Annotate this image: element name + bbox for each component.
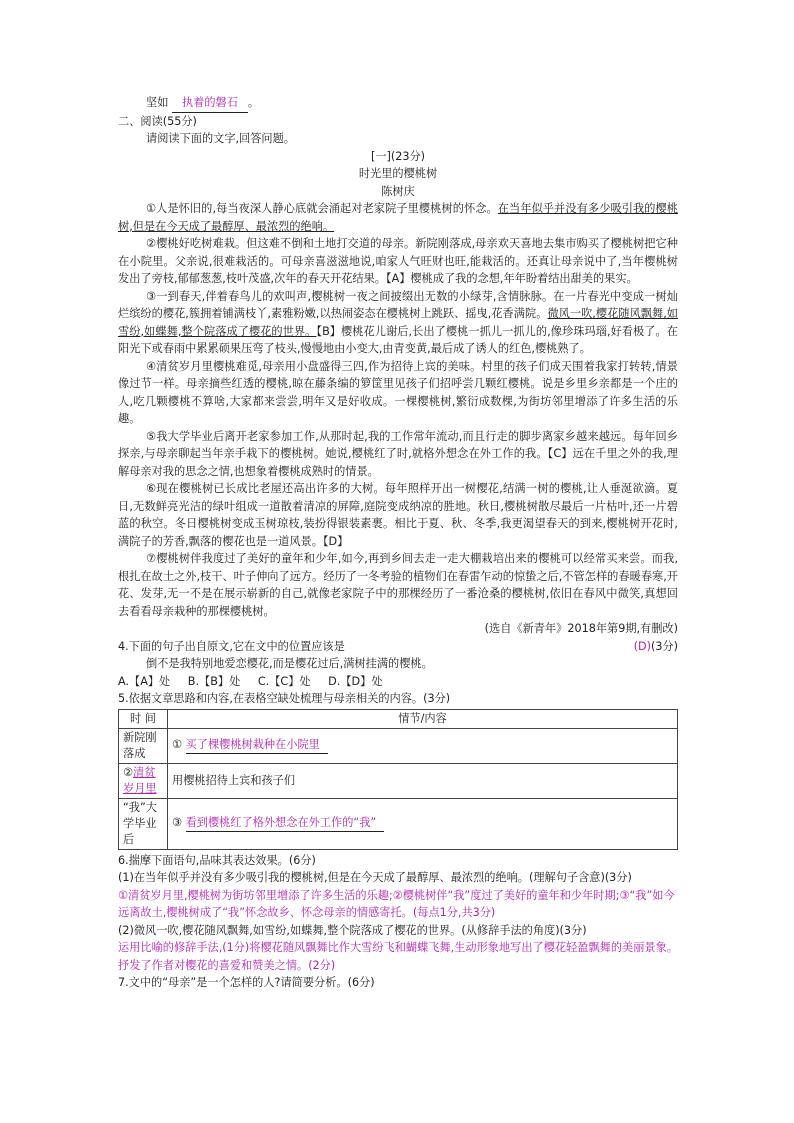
underlined-sentence-1: 在当年似乎并没有多少吸引我的樱桃树,但是在今天成了最醇厚、最浓烈的绝响。: [118, 202, 678, 233]
article-part: [一](23分): [370, 149, 426, 163]
q4-option-d[interactable]: D.【D】处: [328, 674, 383, 688]
row1-time: 新院刚落成: [119, 728, 168, 763]
q6-answer-2: 运用比喻的修辞手法,(1分)将樱花随风飘舞比作大雪纷飞和蝴蝶飞舞,生动形象地写出了樱花轻盈飘舞的美丽景象。抒发了作者对樱花的喜爱和赞美之情。(2分): [118, 941, 678, 972]
paragraph-4: ④清贫岁月里樱桃难觅,母亲用小盘盛得三四,作为招待上宾的美味。村里的孩子们成天围着我家打转转,情景像过节一样。母亲摘些红透的樱桃,晾在藤条编的箩筐里见孩子们招呼尝几颗红樱桃。说是乡里乡亲都是一个庄的人,吃几颗樱桃不算啥,大家都来尝尝,明年又是好收成。一棵樱桃树,繁衍成数棵,为街坊邻里增添了许多生活的乐趣。: [118, 359, 678, 425]
q4-option-b[interactable]: B.【B】处: [187, 674, 241, 688]
row3-time: “我”大学毕业后: [119, 798, 168, 849]
row3-content-cell[interactable]: ③ 看到樱桃红了格外想念在外工作的“我”: [168, 798, 678, 849]
row2-time-cell[interactable]: ②清贫岁月里: [119, 763, 168, 798]
exam-page: [118, 94, 678, 992]
row2-answer: 清贫岁月里: [123, 765, 157, 795]
fill-answer-blank[interactable]: [172, 94, 248, 113]
question-5-stem: 5.依据文章思路和内容,在表格空缺处梳理与母亲相关的内容。(3分): [118, 692, 451, 705]
section-heading: 二、阅读(55分): [118, 114, 197, 128]
article-title: 时光里的樱桃树: [358, 167, 438, 180]
table-row: [119, 763, 678, 798]
row3-answer: 看到樱桃红了格外想念在外工作的“我”: [186, 815, 385, 832]
section-instruction: 请阅读下面的文字,回答问题。: [146, 132, 295, 145]
q4-answer: (D): [633, 639, 651, 653]
q4-sentence: 倒不是我特别地爱恋樱花,而是樱花过后,满树挂满的樱桃。: [146, 657, 433, 670]
question-6-stem: 6.揣摩下面语句,品味其表达效果。(6分): [118, 853, 316, 867]
paragraph-1: ①人是怀旧的,每当夜深人静心底就会涌起对老家院子里樱桃树的怀念。在当年似乎并没有多少吸引我的樱桃树,但是在今天成了最醇厚、最浓烈的绝响。: [118, 202, 678, 233]
fill-blank-line: [118, 94, 678, 113]
fill-prefix: 坚如: [146, 96, 169, 109]
question-7-stem: 7.文中的“母亲”是一个怎样的人?请简要分析。(6分): [118, 976, 375, 989]
fill-answer: 执着的磐石: [181, 96, 238, 109]
paragraph-3: ③一到春天,伴着春鸟儿的欢叫声,樱桃树一夜之间披缀出无数的小绿芽,含情脉脉。在一片春光中变成一树灿烂缤纷的樱花,簇拥着铺满枝丫,素雅粉嫩,以热闹姿态在樱桃树上跳跃、摇曳,花香满院。微风一吹,樱花随风飘舞,如雪纷,如蝶舞,整个院落成了樱花的世界。【B】樱桃花儿谢后,长出了樱桃一抓儿一抓儿的,像珍珠玛瑙,好看极了。在阳光下或春雨中累累硕果压弯了枝头,慢慢地由小变大,由青变黄,最后成了诱人的红色,樱桃熟了。: [118, 289, 678, 355]
underlined-sentence-2: 微风一吹,樱花随风飘舞,如雪纷,如蝶舞,整个院落成了樱花的世界。: [118, 307, 678, 338]
table-row: [119, 728, 678, 763]
fill-suffix: 。: [247, 96, 260, 109]
q6-sub2: (2)微风一吹,樱花随风飘舞,如雪纷,如蝶舞,整个院落成了樱花的世界。(从修辞手法的角度)(3分): [118, 923, 587, 937]
header-time: 时 间: [119, 709, 168, 728]
paragraph-7: ⑦樱桃树伴我度过了美好的童年和少年,如今,再到乡间去走一走大棚栽培出来的樱桃可以经常买来尝。而我,根扎在故土之外,枝干、叶子伸向了远方。经历了一冬考验的植物们在春雷乍动的惊蛰之后,不管怎样的春暖春寒,开花、发芽,无一不是在展示崭新的自己,就像老家院子中的那棵经历了一番沧桑的樱桃树,依旧在春风中微笑,真想回去看看母亲栽种的那棵樱桃树。: [118, 552, 678, 618]
q6-answer-1: ①清贫岁月里,樱桃树为街坊邻里增添了许多生活的乐趣;②樱桃树伴“我”度过了美好的童年和少年时期;③“我”如今远离故土,樱桃树成了“我”怀念故乡、怀念母亲的情感寄托。(每点1分,共3分): [118, 888, 675, 919]
article-author: 陈树庆: [381, 184, 415, 198]
row2-content: 用樱桃招待上宾和孩子们: [168, 763, 678, 798]
paragraph-2: ②樱桃好吃树难栽。但这难不倒和土地打交道的母亲。新院刚落成,母亲欢天喜地去集市购买了樱桃树把它种在小院里。父亲说,很难栽活的。可母亲喜滋滋地说,咱家人气旺财也旺,能栽活的。还真让母亲说中了,当年樱桃树发出了旁枝,郁郁葱葱,枝叶茂盛,次年的春天开花结果。【A】樱桃成了我的念想,年年盼着结出甜美的果实。: [118, 237, 678, 285]
paragraph-5: ⑤我大学毕业后离开老家参加工作,从那时起,我的工作常年流动,而且行走的脚步离家乡越来越远。每年回乡探亲,与母亲聊起当年亲手栽下的樱桃树。她说,樱桃红了时,就格外想念在外工作的我。【C】远在千里之外的我,理解母亲对我的思念之情,也想象着樱桃成熟时的情景。: [118, 429, 678, 478]
header-content: 情节/内容: [168, 709, 678, 728]
q5-table: [118, 709, 678, 850]
q4-option-a[interactable]: A.【A】处: [118, 674, 171, 688]
table-row: [119, 798, 678, 849]
row1-content-cell[interactable]: ① 买了棵樱桃树栽种在小院里: [168, 728, 678, 763]
paragraph-6: ⑥现在樱桃树已长成比老屋还高出许多的大树。每年照样开出一树樱花,结满一树的樱桃,让人垂涎欲滴。夏日,无数鲜亮光洁的绿叶组成一道散着清凉的屏障,庭院变成纳凉的胜地。秋日,樱桃树散尽最后一片枯叶,还一片碧蓝的秋空。冬日樱桃树变成玉树琼枝,装扮得银装素裹。相比于夏、秋、冬季,我更渴望春天的到来,樱桃树开花时,满院子的芳香,飘落的樱花也是一道风景。【D】: [118, 482, 678, 548]
q4-options: [118, 673, 678, 691]
q6-sub1: (1)在当年似乎并没有多少吸引我的樱桃树,但是在今天成了最醇厚、最浓烈的绝响。(理解句子含意)(3分): [118, 871, 632, 884]
question-4-stem: 4.下面的句子出自原文,它在文中的位置应该是 (D)(3分): [118, 639, 678, 653]
row1-answer: 买了棵樱桃树栽种在小院里: [186, 737, 328, 754]
q4-option-c[interactable]: C.【C】处: [257, 674, 311, 688]
article-source: (选自《新青年》2018年第9期,有删改): [484, 622, 678, 635]
table-header-row: [119, 709, 678, 728]
